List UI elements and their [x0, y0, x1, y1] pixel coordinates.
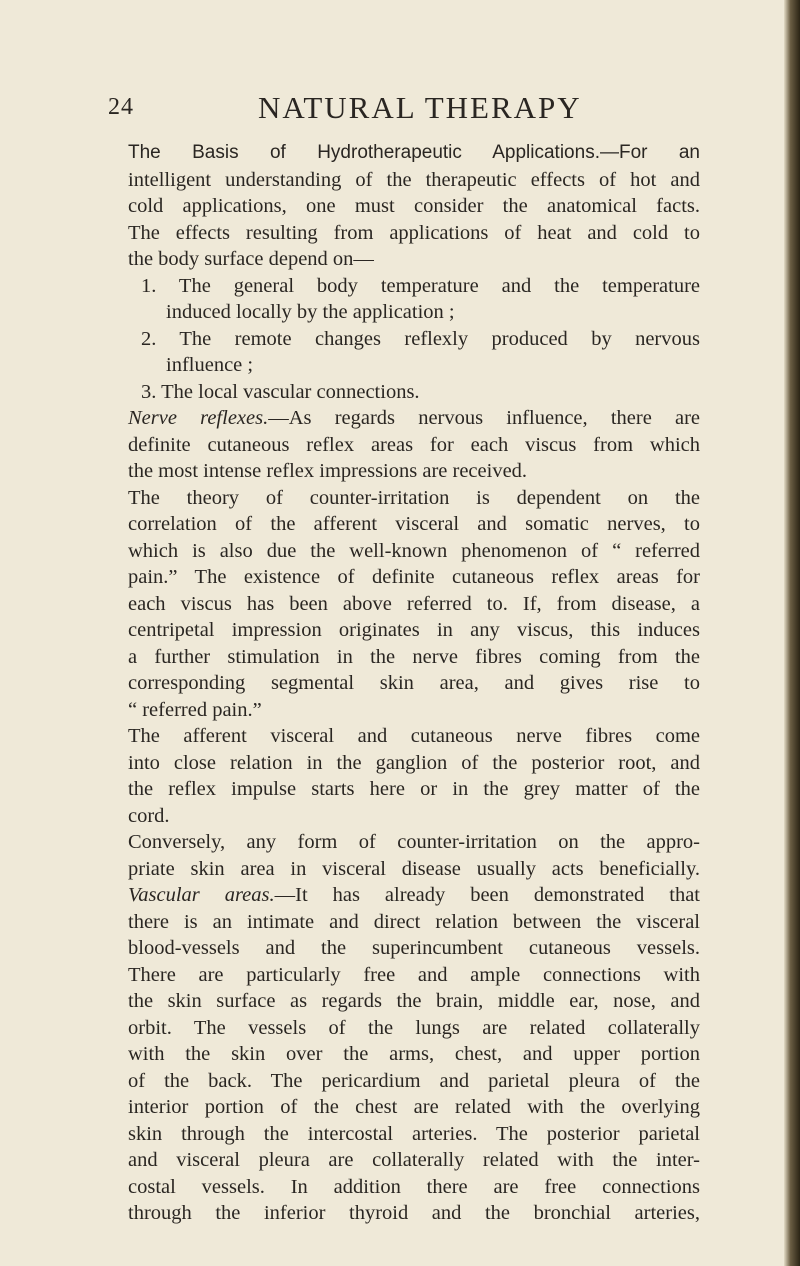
page-edge-shadow — [784, 0, 800, 1266]
text-line: The theory of counter-irritation is dependent on the — [128, 486, 700, 509]
text-line: orbit. The vessels of the lungs are related collaterally — [128, 1016, 700, 1039]
text-line: pain.” The existence of definite cutaneous reflex areas for — [128, 566, 700, 588]
text-line: “ referred pain.” — [128, 698, 262, 721]
body-text — [128, 140, 700, 1227]
nerve-reflexes-line: Nerve reflexes.—As regards nervous influence, there are — [128, 407, 700, 429]
text-line: intelligent understanding of the therapeutic effects of hot and — [128, 168, 700, 191]
text-line: with the skin over the arms, chest, and upper portion — [128, 1043, 700, 1065]
text-line: a further stimulation in the nerve fibres coming from the — [128, 645, 700, 668]
text-line: interior portion of the chest are related with the overlying — [128, 1096, 700, 1118]
list-item-1-cont: induced locally by the application ; — [166, 301, 455, 323]
page-header — [108, 90, 768, 130]
text-line: cold applications, one must consider the anatomical facts. — [128, 195, 700, 217]
text-line: the reflex impulse starts here or in the grey matter of the — [128, 778, 700, 800]
text-line: Conversely, any form of counter-irritation on the appro- — [128, 831, 700, 853]
list-item-2: 2. The remote changes reflexly produced by nervous — [141, 327, 700, 350]
text-line: of the back. The pericardium and parietal pleura of the — [128, 1069, 700, 1092]
text-line: correlation of the afferent visceral and somatic nerves, to — [128, 513, 700, 535]
list-item-3: 3. The local vascular connections. — [141, 380, 420, 403]
text-line: priate skin area in visceral disease usually acts beneficially. — [128, 857, 700, 880]
text-line: the skin surface as regards the brain, middle ear, nose, and — [128, 990, 700, 1012]
text-line: blood-vessels and the superincumbent cutaneous vessels. — [128, 937, 700, 959]
text-line: cord. — [128, 804, 170, 827]
text-line: There are particularly free and ample connections with — [128, 963, 700, 986]
page-number: 24 — [108, 94, 134, 120]
text-line: through the inferior thyroid and the bronchial arteries, — [128, 1202, 700, 1224]
text-line: into close relation in the ganglion of the posterior root, and — [128, 751, 700, 774]
text-line: The effects resulting from applications of heat and cold to — [128, 221, 700, 244]
running-title: NATURAL THERAPY — [258, 90, 582, 125]
text-line: centripetal impression originates in any viscus, this induces — [128, 619, 700, 641]
text-line: which is also due the well-known phenomenon of “ referred — [128, 539, 700, 562]
list-item-2-cont: influence ; — [166, 354, 254, 376]
vascular-areas-line: Vascular areas.—It has already been demonstrated that — [128, 884, 701, 906]
text-line: the body surface depend on— — [128, 248, 374, 270]
section-heading-line: The Basis of Hydrotherapeutic Applications.—For an — [128, 142, 700, 163]
text-line: corresponding segmental skin area, and gives rise to — [128, 672, 700, 694]
text-line: costal vessels. In addition there are free connections — [128, 1175, 700, 1198]
list-item-1: 1. The general body temperature and the temperature — [141, 274, 700, 297]
text-line: The afferent visceral and cutaneous nerve fibres come — [128, 725, 700, 747]
text-line: there is an intimate and direct relation between the visceral — [128, 910, 700, 933]
text-line: each viscus has been above referred to. If, from disease, a — [128, 592, 700, 615]
text-line: and visceral pleura are collaterally related with the inter- — [128, 1149, 700, 1171]
text-line: skin through the intercostal arteries. The posterior parietal — [128, 1122, 700, 1145]
text-line: definite cutaneous reflex areas for each viscus from which — [128, 433, 700, 456]
text-line: the most intense reflex impressions are received. — [128, 460, 528, 482]
